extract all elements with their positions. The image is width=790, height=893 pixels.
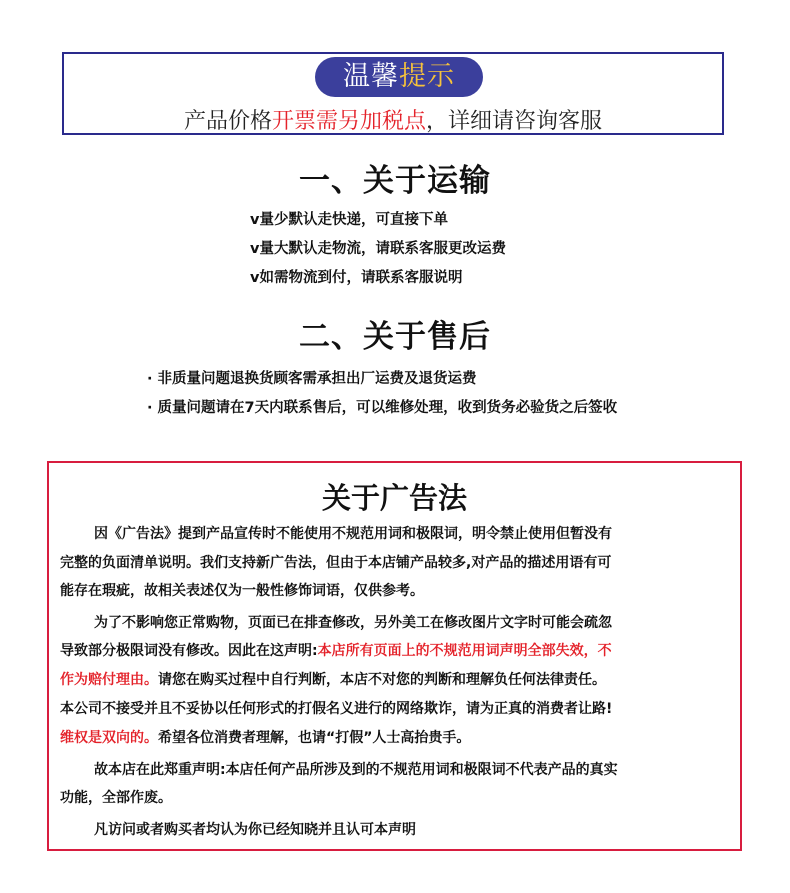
law-line-10: 功能，全部作废。 (60, 790, 172, 806)
shipping-item-2: v量大默认走物流，请联系客服更改运费 (250, 241, 506, 257)
law-line-9: 故本店在此郑重声明:本店任何产品所涉及到的不规范用词和极限词不代表产品的真实 (94, 762, 618, 778)
law-line-2: 完整的负面清单说明。我们支持新广告法，但由于本店铺产品较多,对产品的描述用语有可 (60, 555, 612, 571)
notice-badge (315, 57, 483, 97)
law-line-8-b: 希望各位消费者理解，也请“打假”人士高抬贵手。 (158, 730, 471, 746)
notice-line (64, 104, 722, 135)
law-line-6 (60, 669, 606, 689)
notice-line-pre: 产品价格 (183, 109, 272, 134)
law-line-3: 能存在瑕疵，故相关表述仅为一般性修饰词语，仅供参考。 (60, 583, 424, 599)
law-line-4: 为了不影响您正常购物，页面已在排查修改，另外美工在修改图片文字时可能会疏忽 (94, 615, 612, 631)
shipping-item-3: v如需物流到付，请联系客服说明 (250, 270, 463, 286)
ad-law-title: 关于广告法 (321, 481, 467, 515)
law-line-7: 本公司不接受并且不妥协以任何形式的打假名义进行的网络欺诈，请为正真的消费者让路! (60, 701, 613, 717)
law-line-5 (60, 640, 612, 660)
notice-box (62, 52, 724, 135)
shipping-item-1: v量少默认走快递，可直接下单 (250, 212, 448, 228)
notice-line-red: 开票需另加税点 (271, 109, 426, 134)
law-line-5-b: 本店所有页面上的不规范用词声明全部失效，不 (317, 643, 612, 659)
shipping-title: 一、关于运输 (299, 163, 491, 199)
law-line-8 (60, 727, 470, 747)
notice-badge-text-a: 温馨 (343, 61, 399, 92)
law-line-5-a: 导致部分极限词没有修改。因此在这声明: (60, 643, 318, 659)
law-line-1: 因《广告法》提到产品宣传时不能使用不规范用词和极限词，明令禁止使用但暂没有 (94, 526, 612, 542)
notice-badge-text-b: 提示 (399, 61, 455, 92)
aftersale-title: 二、关于售后 (299, 319, 491, 355)
aftersale-item-2: · 质量问题请在7天内联系售后，可以维修处理，收到货务必验货之后签收 (147, 400, 618, 416)
ad-law-box (47, 461, 742, 851)
law-line-6-a: 作为赔付理由。 (60, 672, 158, 688)
aftersale-item-1: · 非质量问题退换货顾客需承担出厂运费及退货运费 (147, 371, 477, 387)
law-line-11: 凡访问或者购买者均认为你已经知晓并且认可本声明 (94, 822, 416, 838)
notice-line-post: ，详细请咨询客服 (426, 109, 603, 134)
law-line-8-a: 维权是双向的。 (60, 730, 158, 746)
law-line-6-b: 请您在购买过程中自行判断，本店不对您的判断和理解负任何法律责任。 (158, 672, 606, 688)
